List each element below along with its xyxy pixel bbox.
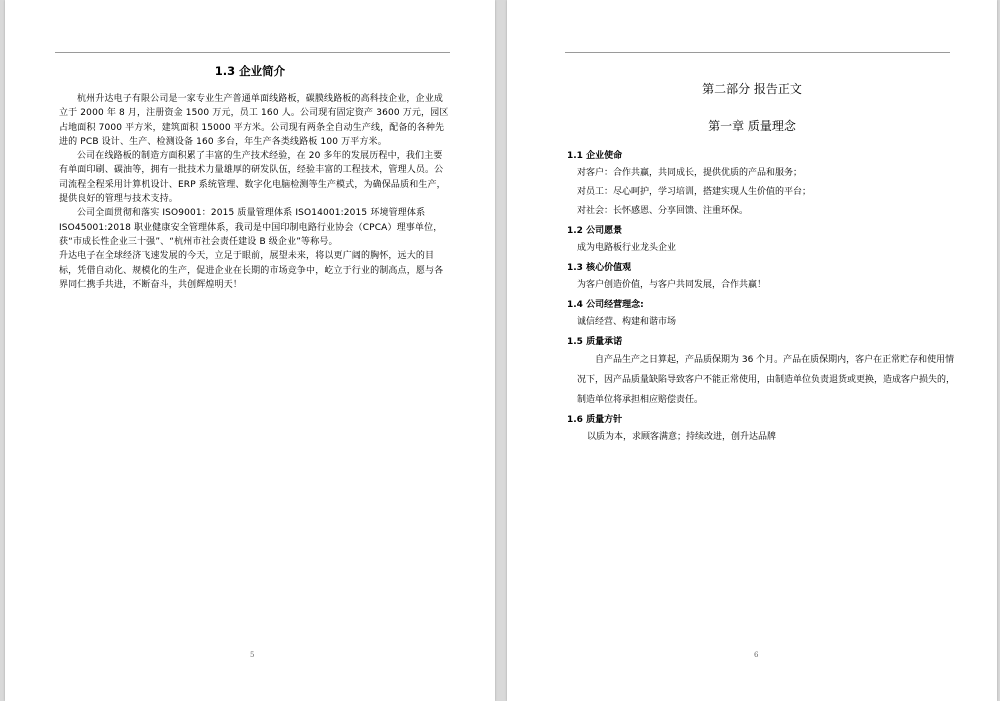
quality-concept-body	[567, 148, 957, 447]
intro-paragraph: 杭州升达电子有限公司是一家专业生产普通单面线路板，碳膜线路板的高科技企业，企业成立于 2000 年 8 月，注册资金 1500 万元，员工 160 人。公司现有固定资产 3600 万元，园区占地面积 7000 平方米，建筑面积 15000 平方米。公司现有两条全自动生产线，配备的各种先进的 PCB 设计、生产、检测设备 160 多台，年生产各类线路板 100 万平方米。	[59, 94, 449, 147]
part-title: 第二部分 报告正文	[702, 82, 802, 96]
chapter-title: 第一章 质量理念	[708, 119, 796, 133]
warranty-text: 自产品生产之日算起，产品质保期为 36 个月。产品在质保期内，客户在正常贮存和使用情况下，因产品质量缺陷导致客户不能正常使用，由制造单位负责退货或更换，造成客户损失的，制造单位将承担相应赔偿责任。	[577, 355, 956, 405]
mission-item: 对客户：合作共赢，共同成长，提供优质的产品和服务；	[577, 168, 803, 178]
philosophy-heading: 1.4 公司经营理念:	[567, 300, 644, 310]
header-rule	[55, 52, 450, 53]
mission-heading: 1.1 企业使命	[567, 151, 623, 161]
intro-paragraph: 升达电子在全球经济飞速发展的今天，立足于眼前，展望未来，将以更广阔的胸怀，远大的目标，凭借自动化、规模化的生产，促进企业在长期的市场竞争中，屹立于行业的制高点，愿与各界同仁携手共进，不断奋斗，共创辉煌明天！	[59, 251, 444, 290]
section-title: 1.3 企业简介	[214, 64, 286, 78]
document-page-right	[507, 0, 997, 701]
company-intro-body	[59, 92, 451, 292]
intro-paragraph: 公司在线路板的制造方面积累了丰富的生产技术经验，在 20 多年的发展历程中，我们主要有单面印刷、碳油等，拥有一批技术力量雄厚的研发队伍，经验丰富的工程技术，管理人员。公司流程全程采用计算机设计、ERP 系统管理、数字化电脑检测等生产模式，为确保品质和生产，提供良好的管理与技术支持。	[59, 151, 446, 205]
policy-heading: 1.6 质量方针	[567, 415, 623, 425]
warranty-heading: 1.5 质量承诺	[567, 337, 623, 347]
document-page-left	[5, 0, 495, 701]
intro-paragraph: 公司全面贯彻和落实 ISO9001：2015 质量管理体系 ISO14001:2015 环境管理体系 ISO45001:2018 职业健康安全管理体系，我司是中国印制电路行业协会（CPCA）理事单位，获“市成长性企业三十强”、“杭州市社会责任建设 B 级企业”等称号。	[59, 208, 443, 247]
vision-heading: 1.2 公司愿景	[567, 226, 623, 236]
page-number: 6	[754, 651, 759, 659]
values-heading: 1.3 核心价值观	[567, 263, 632, 273]
values-item: 为客户创造价值，与客户共同发展，合作共赢！	[577, 280, 767, 290]
philosophy-item: 诚信经营、构建和谐市场	[577, 317, 677, 327]
mission-item: 对员工：尽心呵护，学习培训，搭建实现人生价值的平台；	[577, 187, 812, 197]
policy-item: 以质为本，求顾客满意；持续改进，创升达品牌	[587, 432, 777, 442]
mission-item: 对社会：长怀感恩、分享回馈、注重环保。	[577, 206, 749, 216]
page-number: 5	[250, 651, 255, 659]
vision-item: 成为电路板行业龙头企业	[577, 243, 677, 253]
header-rule	[565, 52, 950, 53]
